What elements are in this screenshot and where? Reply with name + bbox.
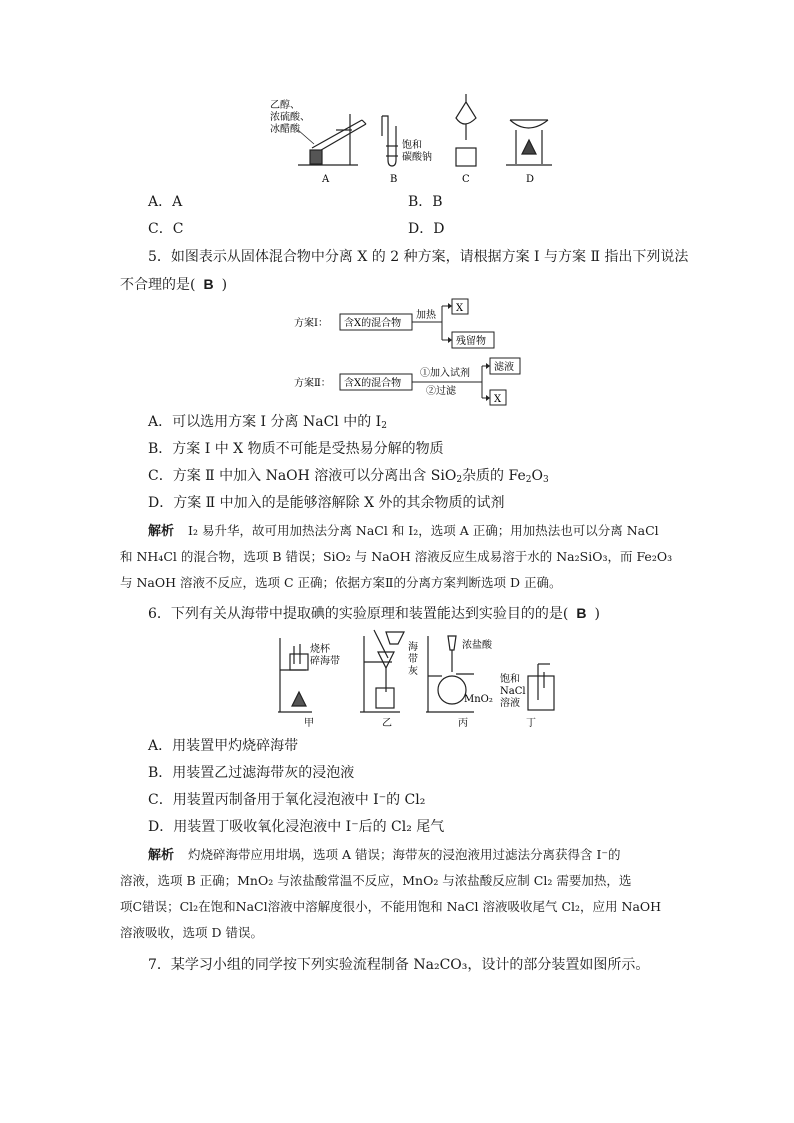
q5-option-c-sub-1: 2: [456, 475, 463, 485]
q6-beaker-label: 烧杯: [310, 644, 330, 655]
q6-ash-label-2: 带: [408, 654, 418, 665]
q5-option-c-sub-3: 3: [542, 475, 549, 485]
apparatus-ding: [528, 664, 554, 710]
q6-option-c: C．用装置丙制备用于氧化浸泡液中 I⁻的 Cl₂: [148, 792, 426, 808]
q5-stem-suffix: ): [221, 277, 228, 293]
fig4-caption-b: B: [390, 174, 398, 185]
q4-apparatus-figure: [270, 90, 570, 190]
q6-stem-prefix: 6．下列有关从海带中提取碘的实验原理和装置能达到实验目的的是(: [148, 606, 569, 622]
fig4-caption-a: A: [322, 174, 330, 185]
q6-sat-label-2: NaCl: [500, 686, 526, 697]
q6-stem-suffix: ): [594, 606, 600, 622]
q4-apparatus-svg: [270, 90, 570, 190]
q5-analysis-label: 解析: [148, 524, 175, 539]
q4-option-a: A．A: [148, 194, 183, 210]
q5-analysis-line-1: [120, 518, 659, 545]
q6-stem: [148, 604, 600, 623]
q5-option-c: [148, 467, 549, 485]
fig4-caption-d: D: [526, 174, 535, 185]
q5-plan2-step2: ②过滤: [426, 386, 456, 397]
q5-flow-svg: [292, 296, 542, 408]
q5-option-c-text-2: 杂质的 Fe: [462, 468, 526, 484]
q5-plan1-heat: 加热: [416, 310, 436, 321]
q6-caption-3: 丙: [458, 718, 468, 729]
q6-sat-label-3: 溶液: [500, 698, 520, 709]
q6-option-d: D．用装置丁吸收氧化浸泡液中 I⁻后的 Cl₂ 尾气: [148, 819, 445, 835]
q5-option-b: B．方案 Ⅰ 中 X 物质不可能是受热易分解的物质: [148, 441, 444, 457]
q6-option-a: A．用装置甲灼烧碎海带: [148, 738, 299, 754]
q6-conc-hcl-label: 浓盐酸: [462, 640, 492, 651]
q5-option-c-sub-2: 2: [525, 475, 532, 485]
q5-plan2-x: X: [494, 394, 502, 405]
q5-plan1-residue: 残留物: [456, 336, 486, 347]
q6-analysis-text-1: 灼烧碎海带应用坩埚，选项 A 错误；海带灰的浸泡液用过滤法分离获得含 I⁻的: [188, 847, 621, 862]
q6-caption-1: 甲: [304, 718, 314, 729]
q5-analysis-line-2: 和 NH₄Cl 的混合物，选项 B 错误；SiO₂ 与 NaOH 溶液反应生成易溶于水的 Na₂SiO₃，而 Fe₂O₃: [120, 549, 673, 564]
q5-plan1-x: X: [456, 303, 464, 314]
q5-option-a: [148, 413, 387, 431]
apparatus-c: [456, 94, 476, 166]
q4-option-d: D．D: [408, 221, 445, 237]
fig4-label-b-2: 碳酸钠: [402, 152, 432, 163]
fig4-label-b-1: 饱和: [402, 140, 422, 151]
q7-stem: 7．某学习小组的同学按下列实验流程制备 Na₂CO₃，设计的部分装置如图所示。: [148, 957, 650, 973]
q5-flow-diagram: [292, 296, 542, 408]
apparatus-jia: [278, 638, 312, 712]
q4-option-b: B．B: [408, 194, 443, 210]
q5-plan2-mixture: 含X的混合物: [344, 378, 402, 389]
q6-option-b: B．用装置乙过滤海带灰的浸泡液: [148, 765, 355, 781]
q5-plan2-filtrate: 滤液: [494, 362, 514, 373]
q5-analysis-text-1: I₂ 易升华，故可用加热法分离 NaCl 和 I₂，选项 A 正确；用加热法也可以分离 NaCl: [188, 523, 659, 538]
fig4-reagent-label-1: 乙醇、: [270, 100, 300, 111]
fig4-reagent-label-3: 冰醋酸: [270, 124, 300, 135]
q5-plan1-mixture: 含X的混合物: [344, 318, 402, 329]
q5-option-a-sub: 2: [381, 421, 387, 431]
q5-plan1-label: 方案Ⅰ：: [294, 318, 328, 329]
q6-analysis-label: 解析: [148, 848, 175, 863]
q6-analysis-line-4: 溶液吸收，选项 D 错误。: [120, 925, 263, 940]
q6-analysis-line-1: [120, 842, 621, 869]
q5-stem-line-1: 5．如图表示从固体混合物中分离 X 的 2 种方案，请根据方案 Ⅰ 与方案 Ⅱ 指出下列说法: [148, 249, 689, 265]
apparatus-b: [382, 116, 398, 166]
q5-option-d: D．方案 Ⅱ 中加入的是能够溶解除 X 外的其余物质的试剂: [148, 495, 505, 511]
q5-plan2-label: 方案Ⅱ：: [294, 378, 331, 389]
q5-stem-prefix: 不合理的是(: [120, 277, 196, 293]
q6-analysis-line-3: 项C错误；Cl₂在饱和NaCl溶液中溶解度很小，不能用饱和 NaCl 溶液吸收尾气 Cl₂，应用 NaOH: [120, 899, 662, 914]
q5-option-a-text: A．可以选用方案 Ⅰ 分离 NaCl 中的 I: [148, 414, 382, 430]
fig4-caption-c: C: [462, 174, 470, 185]
q6-seaweed-label: 碎海带: [310, 656, 340, 667]
q6-caption-2: 乙: [382, 718, 392, 729]
q6-apparatus-figure: [260, 628, 570, 730]
q6-answer: B: [576, 605, 587, 621]
q6-ash-label-3: 灰: [408, 666, 418, 677]
q5-plan2-step1: ①加入试剂: [420, 368, 470, 379]
apparatus-d: [506, 120, 552, 165]
fig4-reagent-label-2: 浓硫酸、: [270, 112, 310, 123]
q6-analysis-line-2: 溶液，选项 B 正确；MnO₂ 与浓盐酸常温不反应，MnO₂ 与浓盐酸反应制 Cl₂ 需要加热，选: [120, 873, 632, 888]
q5-stem-line-2: [120, 275, 227, 294]
q6-mno2-label: MnO₂: [464, 694, 493, 705]
apparatus-yi: [360, 630, 404, 712]
q5-analysis-line-3: 与 NaOH 溶液不反应，选项 C 正确；依据方案Ⅱ的分离方案判断选项 D 正确。: [120, 575, 562, 590]
q5-answer: B: [203, 276, 214, 292]
q6-sat-label-1: 饱和: [500, 674, 520, 685]
q6-apparatus-svg: [260, 628, 570, 730]
q5-option-c-text-3: O: [531, 468, 543, 484]
q5-option-c-text-1: C．方案 Ⅱ 中加入 NaOH 溶液可以分离出含 SiO: [148, 468, 457, 484]
q6-ash-label-1: 海: [408, 642, 418, 653]
q6-caption-4: 丁: [526, 718, 536, 729]
q4-option-c: C．C: [148, 221, 184, 237]
